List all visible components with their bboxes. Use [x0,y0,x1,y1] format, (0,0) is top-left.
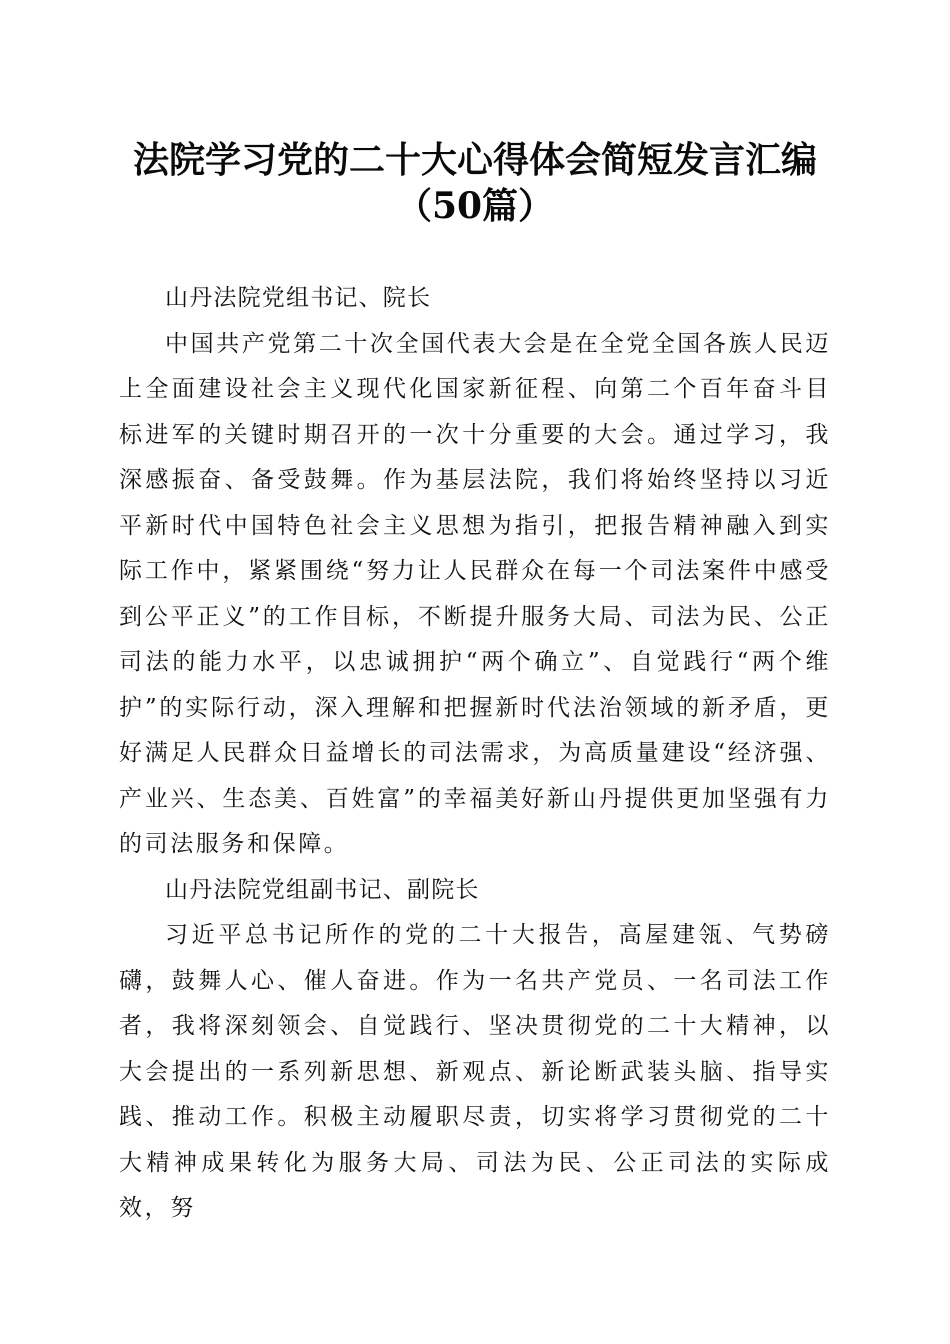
speaker-heading: 山丹法院党组书记、院长 [165,285,432,311]
speech-paragraph: 习近平总书记所作的党的二十大报告，高屋建瓴、气势磅礴，鼓舞人心、催人奋进。作为一名共产党员、一名司法工作者，我将深刻领会、自觉践行、坚决贯彻党的二十大精神，以大会提出的一系列新思想、新观点、新论断武装头脑、指导实践、推动工作。积极主动履职尽责，切实将学习贯彻党的二十大精神成果转化为服务大局、司法为民、公正司法的实际成效，努 [119,922,831,1221]
document-subtitle-count: （50篇） [395,185,555,227]
document-title: 法院学习党的二十大心得体会简短发言汇编 [132,139,817,181]
speaker-heading: 山丹法院党组副书记、副院长 [165,876,480,903]
speech-paragraph: 中国共产党第二十次全国代表大会是在全党全国各族人民迈上全面建设社会主义现代化国家新征程、向第二个百年奋斗目标进军的关键时期召开的一次十分重要的大会。通过学习，我深感振奋、备受鼓舞。作为基层法院，我们将始终坚持以习近平新时代中国特色社会主义思想为指引，把报告精神融入到实际工作中，紧紧围绕“努力让人民群众在每一个司法案件中感受到公平正义”的工作目标，不断提升服务大局、司法为民、公正司法的能力水平，以忠诚拥护“两个确立”、自觉践行“两个维护”的实际行动，深入理解和把握新时代法治领域的新矛盾，更好满足人民群众日益增长的司法需求，为高质量建设“经济强、产业兴、生态美、百姓富”的幸福美好新山丹提供更加坚强有力的司法服务和保障。 [119,330,831,857]
document-body [119,276,831,1232]
